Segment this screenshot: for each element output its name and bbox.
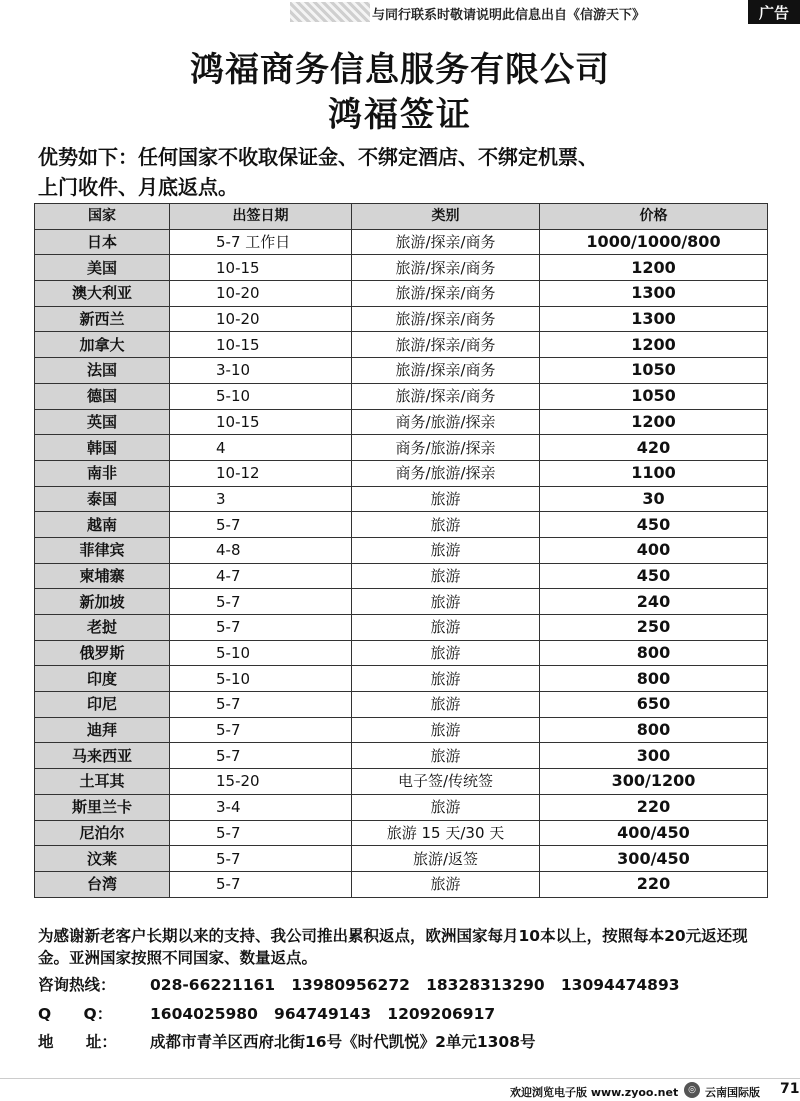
country-cell: 法国 — [35, 358, 170, 384]
days-cell: 10-15 — [170, 332, 352, 358]
days-cell: 10-20 — [170, 306, 352, 332]
visa-price-table — [34, 203, 768, 898]
days-cell: 4-8 — [170, 537, 352, 563]
category-cell: 旅游 — [352, 640, 540, 666]
address-text: 成都市青羊区西府北街16号《时代凯悦》2单元1308号 — [150, 1033, 536, 1051]
advantages-line-1: 优势如下：任何国家不收取保证金、不绑定酒店、不绑定机票、 — [38, 145, 598, 169]
hotline-label: 咨询热线： — [38, 976, 116, 994]
table-row — [35, 537, 768, 563]
price-cell: 450 — [540, 563, 768, 589]
country-cell: 老挝 — [35, 615, 170, 641]
days-cell: 5-7 — [170, 692, 352, 718]
days-cell: 3-10 — [170, 358, 352, 384]
category-cell: 旅游 — [352, 717, 540, 743]
table-row — [35, 306, 768, 332]
days-cell: 5-10 — [170, 383, 352, 409]
table-row — [35, 640, 768, 666]
days-cell: 3 — [170, 486, 352, 512]
category-cell: 旅游 — [352, 692, 540, 718]
header-country: 国家 — [35, 204, 170, 230]
price-cell: 400/450 — [540, 820, 768, 846]
price-cell: 1200 — [540, 409, 768, 435]
price-cell: 30 — [540, 486, 768, 512]
price-cell: 300/450 — [540, 846, 768, 872]
category-cell: 旅游 — [352, 794, 540, 820]
category-cell: 商务/旅游/探亲 — [352, 409, 540, 435]
price-cell: 300 — [540, 743, 768, 769]
days-cell: 3-4 — [170, 794, 352, 820]
category-cell: 旅游 — [352, 537, 540, 563]
hotline-numbers: 028-66221161 13980956272 18328313290 13094474893 — [150, 976, 680, 994]
country-cell: 印度 — [35, 666, 170, 692]
table-row — [35, 229, 768, 255]
days-cell: 5-7 — [170, 589, 352, 615]
top-banner — [0, 0, 800, 24]
category-cell: 旅游 — [352, 666, 540, 692]
days-cell: 5-7 — [170, 820, 352, 846]
country-cell: 印尼 — [35, 692, 170, 718]
country-cell: 新西兰 — [35, 306, 170, 332]
price-cell: 650 — [540, 692, 768, 718]
country-cell: 汶莱 — [35, 846, 170, 872]
price-cell: 250 — [540, 615, 768, 641]
ad-tag: 广告 — [748, 0, 800, 24]
address-label: 地 址： — [38, 1033, 117, 1051]
category-cell: 旅游 — [352, 615, 540, 641]
price-cell: 1300 — [540, 281, 768, 307]
table-row — [35, 846, 768, 872]
days-cell: 10-15 — [170, 255, 352, 281]
days-cell: 5-7 — [170, 846, 352, 872]
category-cell: 旅游 — [352, 743, 540, 769]
table-row — [35, 486, 768, 512]
table-row — [35, 512, 768, 538]
price-cell: 800 — [540, 666, 768, 692]
days-cell: 4 — [170, 435, 352, 461]
promo-text: 为感谢新老客户长期以来的支持、我公司推出累积返点，欧洲国家每月10本以上，按照每本20元返还现金。亚洲国家按照不同国家、数量返点。 — [38, 927, 748, 967]
table-row — [35, 666, 768, 692]
price-cell: 450 — [540, 512, 768, 538]
table-row — [35, 563, 768, 589]
table-header-row — [35, 204, 768, 230]
website-note: 欢迎浏览电子版 www.zyoo.net — [510, 1086, 679, 1099]
category-cell: 旅游/探亲/商务 — [352, 306, 540, 332]
table-row — [35, 769, 768, 795]
header-category: 类别 — [352, 204, 540, 230]
price-cell: 1200 — [540, 255, 768, 281]
days-cell: 4-7 — [170, 563, 352, 589]
table-row — [35, 589, 768, 615]
category-cell: 旅游/探亲/商务 — [352, 281, 540, 307]
table-row — [35, 383, 768, 409]
table-row — [35, 255, 768, 281]
country-cell: 英国 — [35, 409, 170, 435]
days-cell: 5-7 — [170, 512, 352, 538]
country-cell: 德国 — [35, 383, 170, 409]
category-cell: 旅游 — [352, 871, 540, 897]
country-cell: 土耳其 — [35, 769, 170, 795]
country-cell: 韩国 — [35, 435, 170, 461]
table-row — [35, 460, 768, 486]
category-cell: 旅游 — [352, 563, 540, 589]
country-cell: 越南 — [35, 512, 170, 538]
qq-label: Q Q： — [38, 1005, 113, 1023]
country-cell: 菲律宾 — [35, 537, 170, 563]
country-cell: 斯里兰卡 — [35, 794, 170, 820]
table-row — [35, 871, 768, 897]
table-row — [35, 743, 768, 769]
table-row — [35, 281, 768, 307]
header-days: 出签日期 — [170, 204, 352, 230]
country-cell: 马来西亚 — [35, 743, 170, 769]
price-cell: 240 — [540, 589, 768, 615]
category-cell: 旅游/探亲/商务 — [352, 255, 540, 281]
country-cell: 柬埔寨 — [35, 563, 170, 589]
days-cell: 5-10 — [170, 640, 352, 666]
table-row — [35, 820, 768, 846]
category-cell: 商务/旅游/探亲 — [352, 435, 540, 461]
table-row — [35, 717, 768, 743]
bottom-bar — [0, 1078, 800, 1101]
country-cell: 新加坡 — [35, 589, 170, 615]
price-cell: 1050 — [540, 358, 768, 384]
qq-row — [38, 1003, 495, 1025]
category-cell: 商务/旅游/探亲 — [352, 460, 540, 486]
table-row — [35, 332, 768, 358]
category-cell: 旅游/探亲/商务 — [352, 383, 540, 409]
category-cell: 旅游 15 天/30 天 — [352, 820, 540, 846]
price-cell: 1300 — [540, 306, 768, 332]
category-cell: 旅游 — [352, 486, 540, 512]
decorative-pattern — [290, 2, 370, 22]
category-cell: 旅游/返签 — [352, 846, 540, 872]
edition-name: 云南国际版 — [705, 1086, 760, 1099]
table-row — [35, 409, 768, 435]
country-cell: 迪拜 — [35, 717, 170, 743]
country-cell: 台湾 — [35, 871, 170, 897]
days-cell: 10-20 — [170, 281, 352, 307]
price-cell: 800 — [540, 640, 768, 666]
advantages — [38, 142, 778, 202]
country-cell: 尼泊尔 — [35, 820, 170, 846]
price-cell: 400 — [540, 537, 768, 563]
price-cell: 220 — [540, 871, 768, 897]
category-cell: 旅游 — [352, 512, 540, 538]
price-cell: 220 — [540, 794, 768, 820]
hotline-row — [38, 974, 680, 996]
address-row — [38, 1031, 536, 1053]
header-price: 价格 — [540, 204, 768, 230]
days-cell: 5-7 工作日 — [170, 229, 352, 255]
country-cell: 南非 — [35, 460, 170, 486]
brand-title: 鸿福签证 — [328, 95, 472, 135]
days-cell: 5-7 — [170, 615, 352, 641]
days-cell: 10-12 — [170, 460, 352, 486]
source-notice: 与同行联系时敬请说明此信息出自《信游天下》 — [372, 8, 646, 23]
page-number: 71 — [780, 1081, 800, 1097]
category-cell: 电子签/传统签 — [352, 769, 540, 795]
country-cell: 泰国 — [35, 486, 170, 512]
category-cell: 旅游/探亲/商务 — [352, 358, 540, 384]
qq-numbers: 1604025980 964749143 1209206917 — [150, 1005, 496, 1023]
days-cell: 15-20 — [170, 769, 352, 795]
table-row — [35, 615, 768, 641]
days-cell: 10-15 — [170, 409, 352, 435]
advantages-line-2: 上门收件、月底返点。 — [38, 175, 238, 199]
price-cell: 800 — [540, 717, 768, 743]
table-row — [35, 435, 768, 461]
table-row — [35, 692, 768, 718]
price-cell: 420 — [540, 435, 768, 461]
price-cell: 1100 — [540, 460, 768, 486]
price-cell: 1000/1000/800 — [540, 229, 768, 255]
country-cell: 日本 — [35, 229, 170, 255]
table-row — [35, 794, 768, 820]
country-cell: 美国 — [35, 255, 170, 281]
price-cell: 300/1200 — [540, 769, 768, 795]
country-cell: 俄罗斯 — [35, 640, 170, 666]
country-cell: 加拿大 — [35, 332, 170, 358]
publication-logo-icon: ◎ — [684, 1082, 700, 1098]
company-name: 鸿福商务信息服务有限公司 — [190, 50, 610, 90]
category-cell: 旅游/探亲/商务 — [352, 229, 540, 255]
category-cell: 旅游 — [352, 589, 540, 615]
days-cell: 5-7 — [170, 871, 352, 897]
category-cell: 旅游/探亲/商务 — [352, 332, 540, 358]
days-cell: 5-7 — [170, 743, 352, 769]
price-cell: 1200 — [540, 332, 768, 358]
price-cell: 1050 — [540, 383, 768, 409]
country-cell: 澳大利亚 — [35, 281, 170, 307]
days-cell: 5-10 — [170, 666, 352, 692]
table-body — [35, 229, 768, 897]
table-row — [35, 358, 768, 384]
days-cell: 5-7 — [170, 717, 352, 743]
